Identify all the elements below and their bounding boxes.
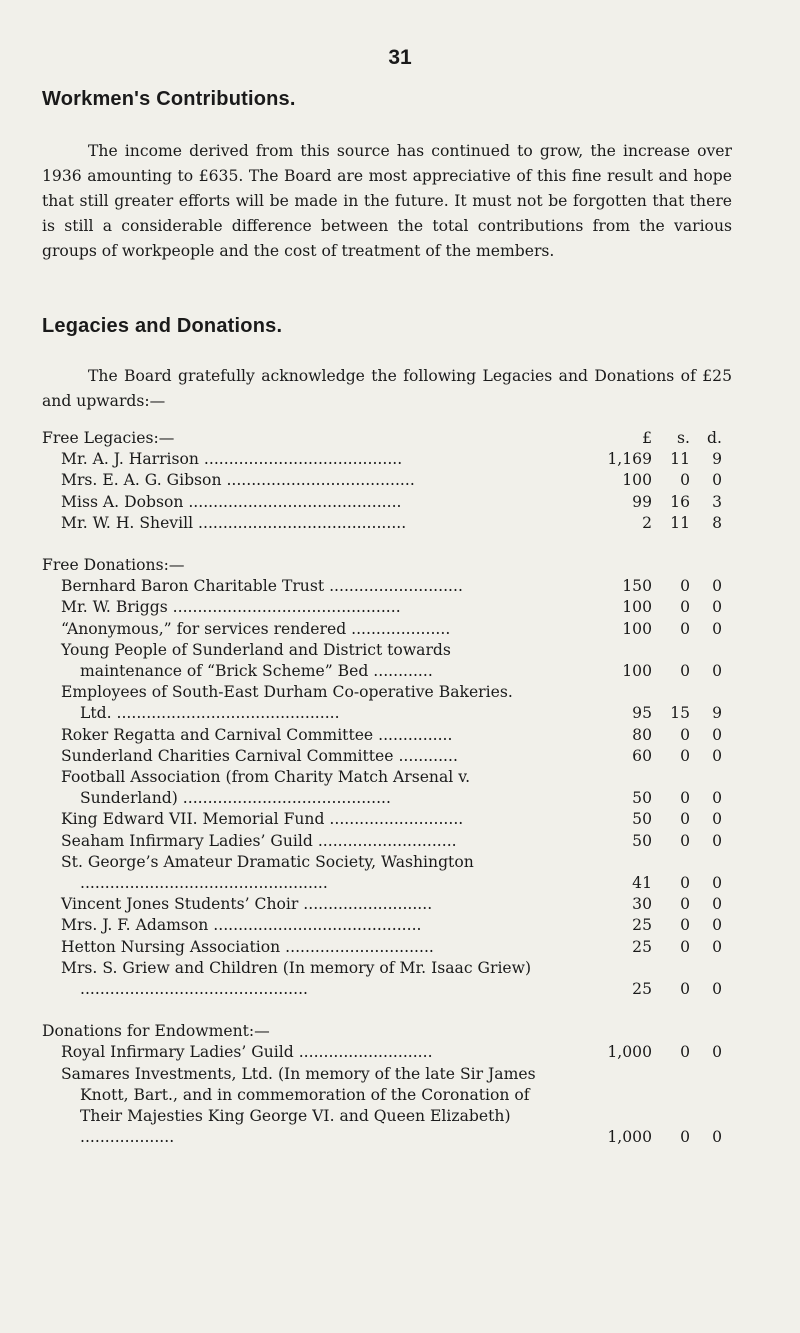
shillings: 0: [680, 619, 690, 638]
entry-amount: [560, 597, 722, 618]
entry-name: Hetton Nursing Association ..............................: [61, 937, 434, 956]
pounds: 1,000: [607, 1128, 652, 1147]
pence: 9: [712, 450, 722, 469]
entry-amount: [560, 619, 722, 640]
entry-name: Miss A. Dobson ...........................................: [61, 492, 402, 511]
entry-amount: [560, 873, 722, 894]
entry-name: King Edward VII. Memorial Fund ...........................: [61, 810, 464, 829]
entry-amount: [560, 492, 722, 513]
entry-name: Sunderland Charities Carnival Committee ............: [61, 746, 458, 765]
pence: 0: [712, 619, 722, 638]
pence: 0: [712, 471, 722, 490]
entry-amount: [560, 894, 722, 915]
list-item: [42, 894, 722, 915]
entry-name: Mr. W. H. Shevill ..........................................: [61, 513, 407, 532]
entry-amount: [560, 915, 722, 936]
list-item: [42, 958, 722, 1000]
pounds: 80: [632, 725, 652, 744]
list-item: [42, 1064, 722, 1149]
list-item: [42, 725, 722, 746]
list-item: [42, 937, 722, 958]
list-item: [42, 767, 722, 809]
shillings: 0: [680, 577, 690, 596]
list-item: [42, 619, 722, 640]
shillings: 0: [680, 895, 690, 914]
pence: 0: [712, 1128, 722, 1147]
pence: 3: [712, 492, 722, 511]
entry-amount: [560, 937, 722, 958]
legacies-heading: Legacies and Donations.: [42, 315, 283, 337]
entry-name: Mrs. S. Griew and Children (In memory of Mr. Isaac Griew) ..............................................: [61, 958, 532, 999]
shillings-header: s.: [677, 429, 690, 447]
entry-amount: [560, 809, 722, 830]
list-item: [42, 1042, 722, 1063]
entry-name: Mr. A. J. Harrison ........................................: [61, 450, 403, 469]
page-number: 31: [388, 46, 412, 69]
pounds: 25: [632, 980, 652, 999]
shillings: 16: [670, 492, 690, 511]
pence: 0: [712, 980, 722, 999]
pounds: 99: [632, 492, 652, 511]
section-title: Free Legacies:—: [42, 429, 175, 447]
shillings: 0: [680, 831, 690, 850]
entry-amount: [560, 470, 722, 491]
pounds: 25: [632, 916, 652, 935]
entry-amount: [560, 979, 722, 1000]
pence: 9: [712, 704, 722, 723]
pounds: 100: [622, 598, 652, 617]
pounds: 100: [622, 662, 652, 681]
list-item: [42, 470, 722, 491]
legacies-list: [42, 428, 722, 1149]
entry-name: St. George’s Amateur Dramatic Society, Washington ..................................................: [61, 852, 474, 893]
list-item: [42, 915, 722, 936]
shillings: 0: [680, 598, 690, 617]
pence: 0: [712, 746, 722, 765]
shillings: 0: [680, 980, 690, 999]
entry-amount: [560, 449, 722, 470]
entry-name: Roker Regatta and Carnival Committee ...............: [61, 725, 453, 744]
pence: 0: [712, 1043, 722, 1062]
pence: 0: [712, 725, 722, 744]
entry-name: Royal Infirmary Ladies’ Guild ...........................: [61, 1043, 433, 1062]
entry-name: Football Association (from Charity Match Arsenal v. Sunderland) ..........................................: [61, 768, 471, 808]
pounds: 100: [622, 619, 652, 638]
list-item: [42, 640, 722, 682]
entry-amount: [560, 725, 722, 746]
list-item: [42, 852, 722, 894]
shillings: 0: [680, 789, 690, 808]
shillings: 0: [680, 725, 690, 744]
list-item: [42, 831, 722, 852]
entry-amount: [560, 513, 722, 534]
pounds: 2: [642, 513, 652, 532]
pence: 0: [712, 598, 722, 617]
pounds: 25: [632, 937, 652, 956]
shillings: 0: [680, 662, 690, 681]
pounds: 100: [622, 471, 652, 490]
pence: 0: [712, 895, 722, 914]
shillings: 11: [670, 513, 690, 532]
entry-name: Mr. W. Briggs ..............................................: [61, 598, 401, 617]
shillings: 0: [680, 874, 690, 893]
entry-name: Samares Investments, Ltd. (In memory of the late Sir James Knott, Bart., and in commemoration of the Coronation of Their Majesties King George VI. and Queen Elizabeth) ...................: [61, 1064, 536, 1147]
entry-amount: [560, 703, 722, 724]
shillings: 0: [680, 916, 690, 935]
shillings: 0: [680, 810, 690, 829]
pence-header: d.: [707, 429, 722, 447]
entry-name: Young People of Sunderland and District towards maintenance of “Brick Scheme” Bed ............: [61, 640, 451, 681]
pounds: 1,169: [607, 450, 652, 469]
section-header: [42, 428, 722, 449]
pence: 0: [712, 831, 722, 850]
pence: 8: [712, 513, 722, 532]
list-item: [42, 746, 722, 767]
pounds: 150: [622, 577, 652, 596]
list-item: [42, 597, 722, 618]
entry-name: Bernhard Baron Charitable Trust ...........................: [61, 577, 463, 596]
pounds: 50: [632, 831, 652, 850]
pence: 0: [712, 916, 722, 935]
entry-name: Mrs. E. A. G. Gibson ......................................: [61, 471, 415, 490]
entry-amount: [560, 746, 722, 767]
list-item: [42, 449, 722, 470]
entry-amount: [560, 1127, 722, 1148]
entry-name: “Anonymous,” for services rendered ....................: [61, 619, 451, 638]
entry-amount: [560, 661, 722, 682]
entry-name: Seaham Infirmary Ladies’ Guild ............................: [61, 831, 457, 850]
pence: 0: [712, 874, 722, 893]
entry-name: Employees of South-East Durham Co-operative Bakeries. Ltd. .............................................: [61, 683, 513, 723]
list-item: [42, 492, 722, 513]
list-item: [42, 513, 722, 534]
pence: 0: [712, 937, 722, 956]
list-item: [42, 682, 722, 724]
legacies-intro: The Board gratefully acknowledge the following Legacies and Donations of £25 and upwards:—: [42, 367, 732, 410]
entry-amount: [560, 831, 722, 852]
shillings: 15: [670, 704, 690, 723]
pounds: 95: [632, 704, 652, 723]
shillings: 0: [680, 746, 690, 765]
section-title: Free Donations:—: [42, 556, 185, 575]
pounds: 41: [632, 874, 652, 893]
pence: 0: [712, 577, 722, 596]
workmen-heading: Workmen's Contributions.: [42, 88, 296, 110]
pounds: 30: [632, 895, 652, 914]
shillings: 0: [680, 471, 690, 490]
shillings: 0: [680, 1043, 690, 1062]
pence: 0: [712, 662, 722, 681]
shillings: 0: [680, 937, 690, 956]
shillings: 11: [670, 450, 690, 469]
pence: 0: [712, 810, 722, 829]
pounds-header: £: [642, 429, 652, 447]
workmen-paragraph: The income derived from this source has continued to grow, the increase over 1936 amounting to £635. The Board are most appreciative of this fine result and hope that still greater efforts will be made in the future. It must not be forgotten that there is still a considerable difference between the total contributions from the various groups of workpeople and the cost of treatment of the members.: [42, 142, 732, 260]
entry-amount: [560, 788, 722, 809]
entry-amount: [560, 576, 722, 597]
pounds: 60: [632, 746, 652, 765]
list-item: [42, 576, 722, 597]
entry-name: Mrs. J. F. Adamson ..........................................: [61, 916, 422, 935]
currency-column-headers: [560, 428, 722, 449]
entry-amount: [560, 1042, 722, 1063]
pence: 0: [712, 789, 722, 808]
shillings: 0: [680, 1128, 690, 1147]
entry-name: Vincent Jones Students’ Choir ..........................: [61, 895, 433, 914]
section-title: Donations for Endowment:—: [42, 1022, 270, 1041]
pounds: 50: [632, 810, 652, 829]
list-item: [42, 809, 722, 830]
pounds: 1,000: [607, 1043, 652, 1062]
pounds: 50: [632, 789, 652, 808]
